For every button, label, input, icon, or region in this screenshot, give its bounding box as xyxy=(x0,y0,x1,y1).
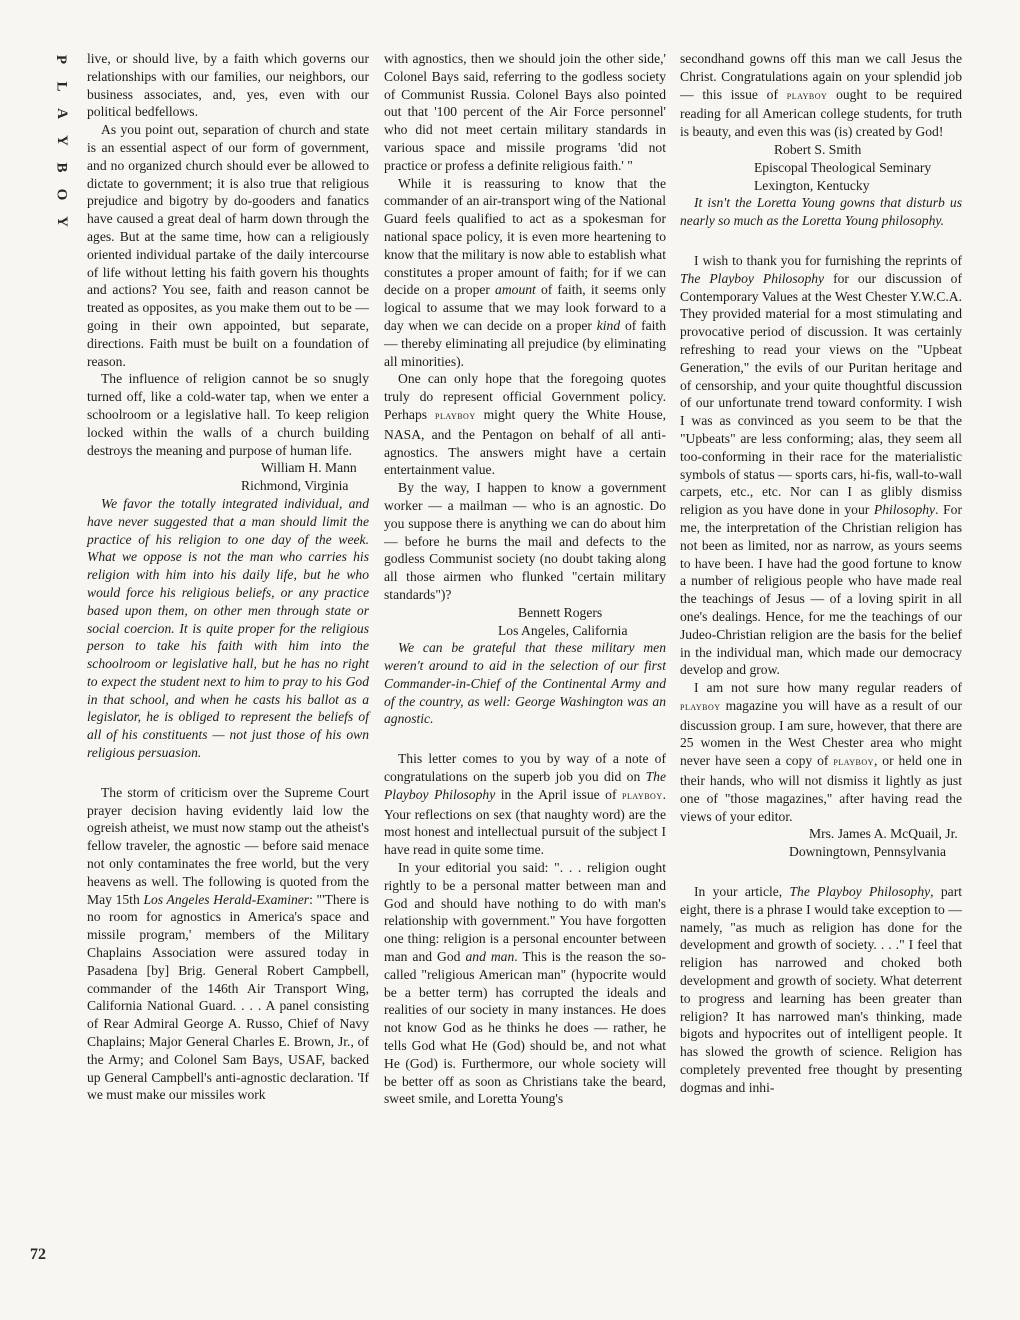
letter-paragraph: live, or should live, by a faith which governs our relationships with our families, our neighbors, our business associates, and, yes, even with our political bedfellows. xyxy=(87,51,369,120)
masthead-letter: P xyxy=(53,54,70,65)
letter-paragraph: This letter comes to you by way of a note of congratulations on the superb job you did on The Playboy Philosophy in the April issue of playboy. Your reflections on sex (that naughty word) are the most honest and intellectual pursuit of the subject I have read in quite some time. xyxy=(384,751,666,858)
column-2 xyxy=(384,50,666,1108)
letter-signature-place: Episcopal Theological Seminary xyxy=(754,159,932,175)
letter-paragraph: In your editorial you said: ". . . religion ought rightly to be a personal matter between man and God and should have nothing to do with man's relationship with government." You have forgotten one thing: religion is a personal encounter between man and God and man. This is the reason the so-called "religious American man" (hypocrite would be a better term) has corrupted the ideals and realities of our society in many instances. He does not know God as he thinks he does — rather, he tells God what He (God) should be, and not what He (God) is. Furthermore, our whole society will be better off as soon as Christians take the beard, sweet smile, and Loretta Young's xyxy=(384,860,667,1107)
letter-signature-name: Robert S. Smith xyxy=(774,141,862,157)
letter-signature-place: Downingtown, Pennsylvania xyxy=(789,844,947,860)
letter-paragraph: One can only hope that the foregoing quotes truly do represent official Government policy. Perhaps playboy might query the White House, NASA, and the Pentagon on behalf of all anti-agnostics. The answers might have a certain entertainment value. xyxy=(384,371,667,478)
column-3 xyxy=(680,50,962,1097)
letter-paragraph: As you point out, separation of church and state is an essential aspect of our form of government, and no organized church should ever be allowed to dictate to government; it is also true that religious prejudice and bigotry by do-gooders and fanatics have caused a great deal of harm down through the ages. But at the same time, how can a religiously oriented individual partake of the daily intercourse of life without letting his faith govern his thoughts and actions? You see, faith and reason cannot be treated as opposites, as you make them out to be — going in their own appointed, but separate, directions. Faith must be built on a foundation of reason. xyxy=(87,122,369,369)
letter-paragraph: with agnostics, then we should join the other side,' Colonel Bays said, referring to the godless society of Communist Russia. Colonel Bays also pointed out that '100 percent of the Air Force personnel' who did not meet certain military standards in various space and missile programs 'did not practice or profess a definite religious faith.' " xyxy=(384,51,666,173)
letter-signature-place: Los Angeles, California xyxy=(498,622,628,638)
letter-paragraph: The storm of criticism over the Supreme Court prayer decision having evidently laid low the ogreish atheist, we must now stamp out the atheist's fellow traveler, the agnostic — before said menace not only contaminates the free world, but the very heavens as well. The following is quoted from the May 15th Los Angeles Herald-Examiner: "'There is no room for agnostics in America's space and missile program,' members of the Military Chaplains Association were assured today in Pasadena [by] Brig. General Robert Campbell, commander of the 146th Air Transport Wing, California National Guard. . . . A panel consisting of Rear Admiral George A. Russo, Chief of Navy Chaplains; Major General Charles E. Brown, Jr., of the Army; and Colonel Sam Bays, USAF, backed up General Campbell's anti-agnostic declaration. 'If we must make our missiles work xyxy=(87,784,369,1103)
editor-reply: We favor the totally integrated individual, and have never suggested that a man should limit the practice of his religion to one day of the week. What we oppose is not the man who carries his religion with him into his daily life, but he who would force his religious beliefs, or any practice based upon them, on other men through state or social coercion. It is quite proper for the religious person to take his faith with him into the schoolroom or legislative hall, but he has no right to expect the student next to him to pray to his God in that school, and when he casts his ballot as a legislator, he is obliged to represent the beliefs of all of his constituents — not just those of his own religious persuasion. xyxy=(87,495,369,761)
letter-paragraph: By the way, I happen to know a government worker — a mailman — who is an agnostic. Do you suppose there is anything we can do about him — before he burns the mail and defects to the godless Communist society (no doubt taking along all those airmen who flunked "certain military standards")? xyxy=(384,480,666,602)
letter-paragraph: I wish to thank you for furnishing the reprints of The Playboy Philosophy for our discussion of Contemporary Values at the West Chester Y.W.C.A. They provided material for a most stimulating and provocative period of discussion. It was certainly refreshing to read your views on the "Upbeat Generation," the evils of our Puritan heritage and of censorship, and your quite thoughtful discussion of our unfortunate trend toward conformity. I wish I was as convinced as you seem to be that the "Upbeats" are less conforming; alas, they seem all too-conforming in their race for the materialistic symbols of status — sports cars, hi-fis, wall-to-wall carpets, etc., etc. Nor can I as glibly dismiss religion as you have done in your Philosophy. For me, the interpretation of the Christian religion has not been as limited, nor as narrow, as yours seems to have been. I have had the good fortune to know a number of religious people who have made real the teachings of Jesus — of a loving spirit in all one's dealings. Hence, for me the teachings of our Judeo-Christian religion are the basis for the belief in the individual man, which made our democracy develop and grow. xyxy=(680,252,962,678)
letter-paragraph: secondhand gowns off this man we call Jesus the Christ. Congratulations again on your splendid job — this issue of playboy ought to be required reading for all American college students, for truth is beauty, and even this was (is) created by God! xyxy=(680,51,962,140)
letter-paragraph: While it is reassuring to know that the commander of an air-transport wing of the National Guard feels qualified to act as a spokesman for national space policy, it is even more heartening to know that the military is now able to establish what constitutes a proper amount of faith; for if we can decide on a proper amount of faith, it seems only logical to assume that we may look forward to a day when we can decide on a proper kind of faith — thereby eliminating all prejudice (by eliminating all minorities). xyxy=(384,175,666,369)
letter-signature-name: William H. Mann xyxy=(261,460,357,476)
letter-signature-name: Bennett Rogers xyxy=(518,604,603,620)
masthead-letter: Y xyxy=(53,216,70,227)
letter-signature-place: Richmond, Virginia xyxy=(241,478,349,494)
masthead-letter: A xyxy=(53,108,70,119)
letter-paragraph: The influence of religion cannot be so snugly turned off, like a cold-water tap, when we enter a schoolroom or a legislative hall. To keep religion locked within the walls of a church building destroys the meaning and purpose of human life. xyxy=(87,371,369,458)
letter-signature-name: Mrs. James A. McQuail, Jr. xyxy=(809,826,958,842)
masthead-letter: L xyxy=(53,81,70,92)
letter-paragraph: In your article, The Playboy Philosophy, part eight, there is a phrase I would take exception to — namely, "as much as religion has done for the development and growth of society. . . ." I feel that religion has narrowed and choked both development and growth of society. What deterrent to progress and learning has been greater than religion? It has narrowed man's thinking, made bigots and hypocrites out of intelligent people. It has slowed the growth of science. Religion has completely prevented free thought by presenting dogmas and inhi- xyxy=(680,884,962,1095)
editor-reply: We can be grateful that these military men weren't around to aid in the selection of our first Commander-in-Chief of the Continental Army and of the country, as well: George Washington was an agnostic. xyxy=(384,640,666,727)
editor-reply: It isn't the Loretta Young gowns that disturb us nearly so much as the Loretta Young philosophy. xyxy=(680,195,962,229)
page-number: 72 xyxy=(30,1246,46,1263)
letter-signature-place: Lexington, Kentucky xyxy=(754,177,870,193)
masthead-letter: O xyxy=(53,188,70,201)
playboy-masthead-vertical xyxy=(50,52,72,229)
letter-paragraph: I am not sure how many regular readers of playboy magazine you will have as a result of our discussion group. I am sure, however, that there are 25 women in the West Chester area who might never have seen a copy of playboy, or held one in their hands, who will not dismiss it lightly as just one of "those magazines," after having read the views of your editor. xyxy=(680,680,962,824)
masthead-letter: Y xyxy=(53,135,70,146)
column-1 xyxy=(87,50,369,1104)
masthead-letter: B xyxy=(53,162,70,173)
